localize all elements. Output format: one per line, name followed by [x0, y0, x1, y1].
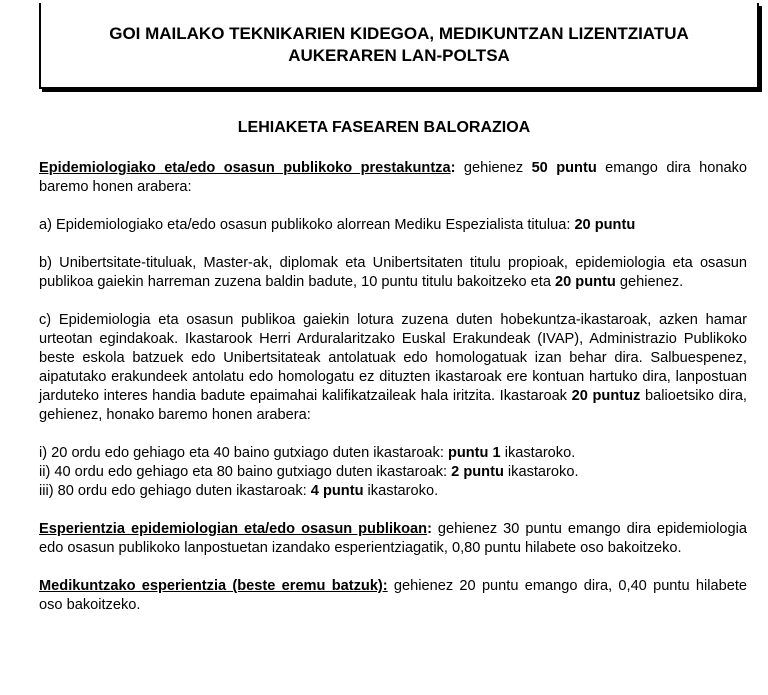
- experience-paragraph: [39, 520, 747, 558]
- list-item-points: 4 puntu: [310, 483, 364, 499]
- list-item-text-1: ii) 40 ordu edo gehiago eta 80 baino gutxiago duten ikastaroak:: [39, 464, 452, 480]
- experience-heading: Esperientzia epidemiologian eta/edo osasun publikoan: [39, 521, 428, 537]
- experience-text: gehienez 30 puntu emango dira epidemiologia edo osasun publikoko lanpostuetan izandako esperientziagatik, 0,80 puntu hilabete oso bakoitzeko.: [39, 521, 747, 556]
- item-b-paragraph: [39, 254, 747, 292]
- training-text-2: emango dira honako baremo honen arabera:: [39, 160, 747, 195]
- item-b-text-1: b) Unibertsitate-tituluak, Master-ak, diplomak eta Unibertsitaten titulu propioak, epidemiologia eta osasun publikoa gaiekin harreman zuzena baldin badute, 10 puntu titulu bakoitzeko eta: [39, 255, 747, 290]
- medical-experience-text: gehienez 20 puntu emango dira, 0,40 puntu hilabete oso bakoitzeko.: [39, 578, 747, 613]
- list-item: [39, 463, 747, 482]
- item-c-text-1: c) Epidemiologia eta osasun publikoa gaiekin lotura zuzena duten hobekuntza-ikastaroak, azken hamar urteotan egindakoak. Ikastarook Herri Arduralaritzako Euskal Erakundeak (IVAP), Administrazio Publikoko beste eskola batzuek edo Unibertsitateak antolatuak edo homologatuak izan behar dira. Salbuespenez, aipatutako erakundeek antolatu edo homologatu ez dituzten ikastaroak ere kontuan hartuko dira, lanpostuan jarduteko interes handia badute epaimahai kalifikatzaileak hala iritzita. Ikastaroak: [39, 312, 747, 404]
- item-a-paragraph: [39, 216, 747, 235]
- training-heading-colon: :: [450, 160, 456, 176]
- experience-heading-colon: :: [427, 521, 432, 537]
- document-body: [39, 159, 747, 615]
- header-title-line-1: GOI MAILAKO TEKNIKARIEN KIDEGOA, MEDIKUNTZAN LIZENTZIATUA: [109, 24, 689, 43]
- list-item: [39, 444, 747, 463]
- item-c-points: 20 puntuz: [571, 388, 641, 404]
- list-item-text-1: i) 20 ordu edo gehiago eta 40 baino gutxiago duten ikastaroak:: [39, 445, 448, 461]
- training-points: 50 puntu: [531, 160, 597, 176]
- training-heading: Epidemiologiako eta/edo osasun publikoko prestakuntza: [39, 160, 451, 176]
- item-b-text-2: gehienez.: [615, 274, 684, 290]
- list-item-text-2: ikastaroko.: [500, 445, 576, 461]
- item-a-points: 20 puntu: [574, 217, 636, 233]
- list-item-points: 2 puntu: [451, 464, 504, 480]
- list-item-text-1: iii) 80 ordu edo gehiago duten ikastaroak:: [39, 483, 311, 499]
- item-c-paragraph: [39, 311, 747, 425]
- training-text-1: gehienez: [455, 160, 532, 176]
- medical-experience-paragraph: [39, 577, 747, 615]
- list-item-points: puntu 1: [447, 445, 501, 461]
- section-title: LEHIAKETA FASEAREN BALORAZIOA: [237, 119, 531, 136]
- medical-experience-heading: Medikuntzako esperientzia (beste eremu batzuk):: [39, 578, 388, 594]
- item-b-points: 20 puntu: [555, 274, 616, 290]
- document-header: [39, 3, 759, 89]
- list-item-text-2: ikastaroko.: [503, 464, 579, 480]
- header-title-line-2: AUKERAREN LAN-POLTSA: [288, 46, 510, 65]
- list-item: [39, 482, 747, 501]
- list-item-text-2: ikastaroko.: [363, 483, 439, 499]
- training-paragraph: [39, 159, 747, 197]
- item-a-text: a) Epidemiologiako eta/edo osasun publikoko alorrean Mediku Espezialista titulua:: [39, 217, 575, 233]
- item-c-text-2: balioetsiko dira, gehienez, honako baremo honen arabera:: [39, 388, 747, 423]
